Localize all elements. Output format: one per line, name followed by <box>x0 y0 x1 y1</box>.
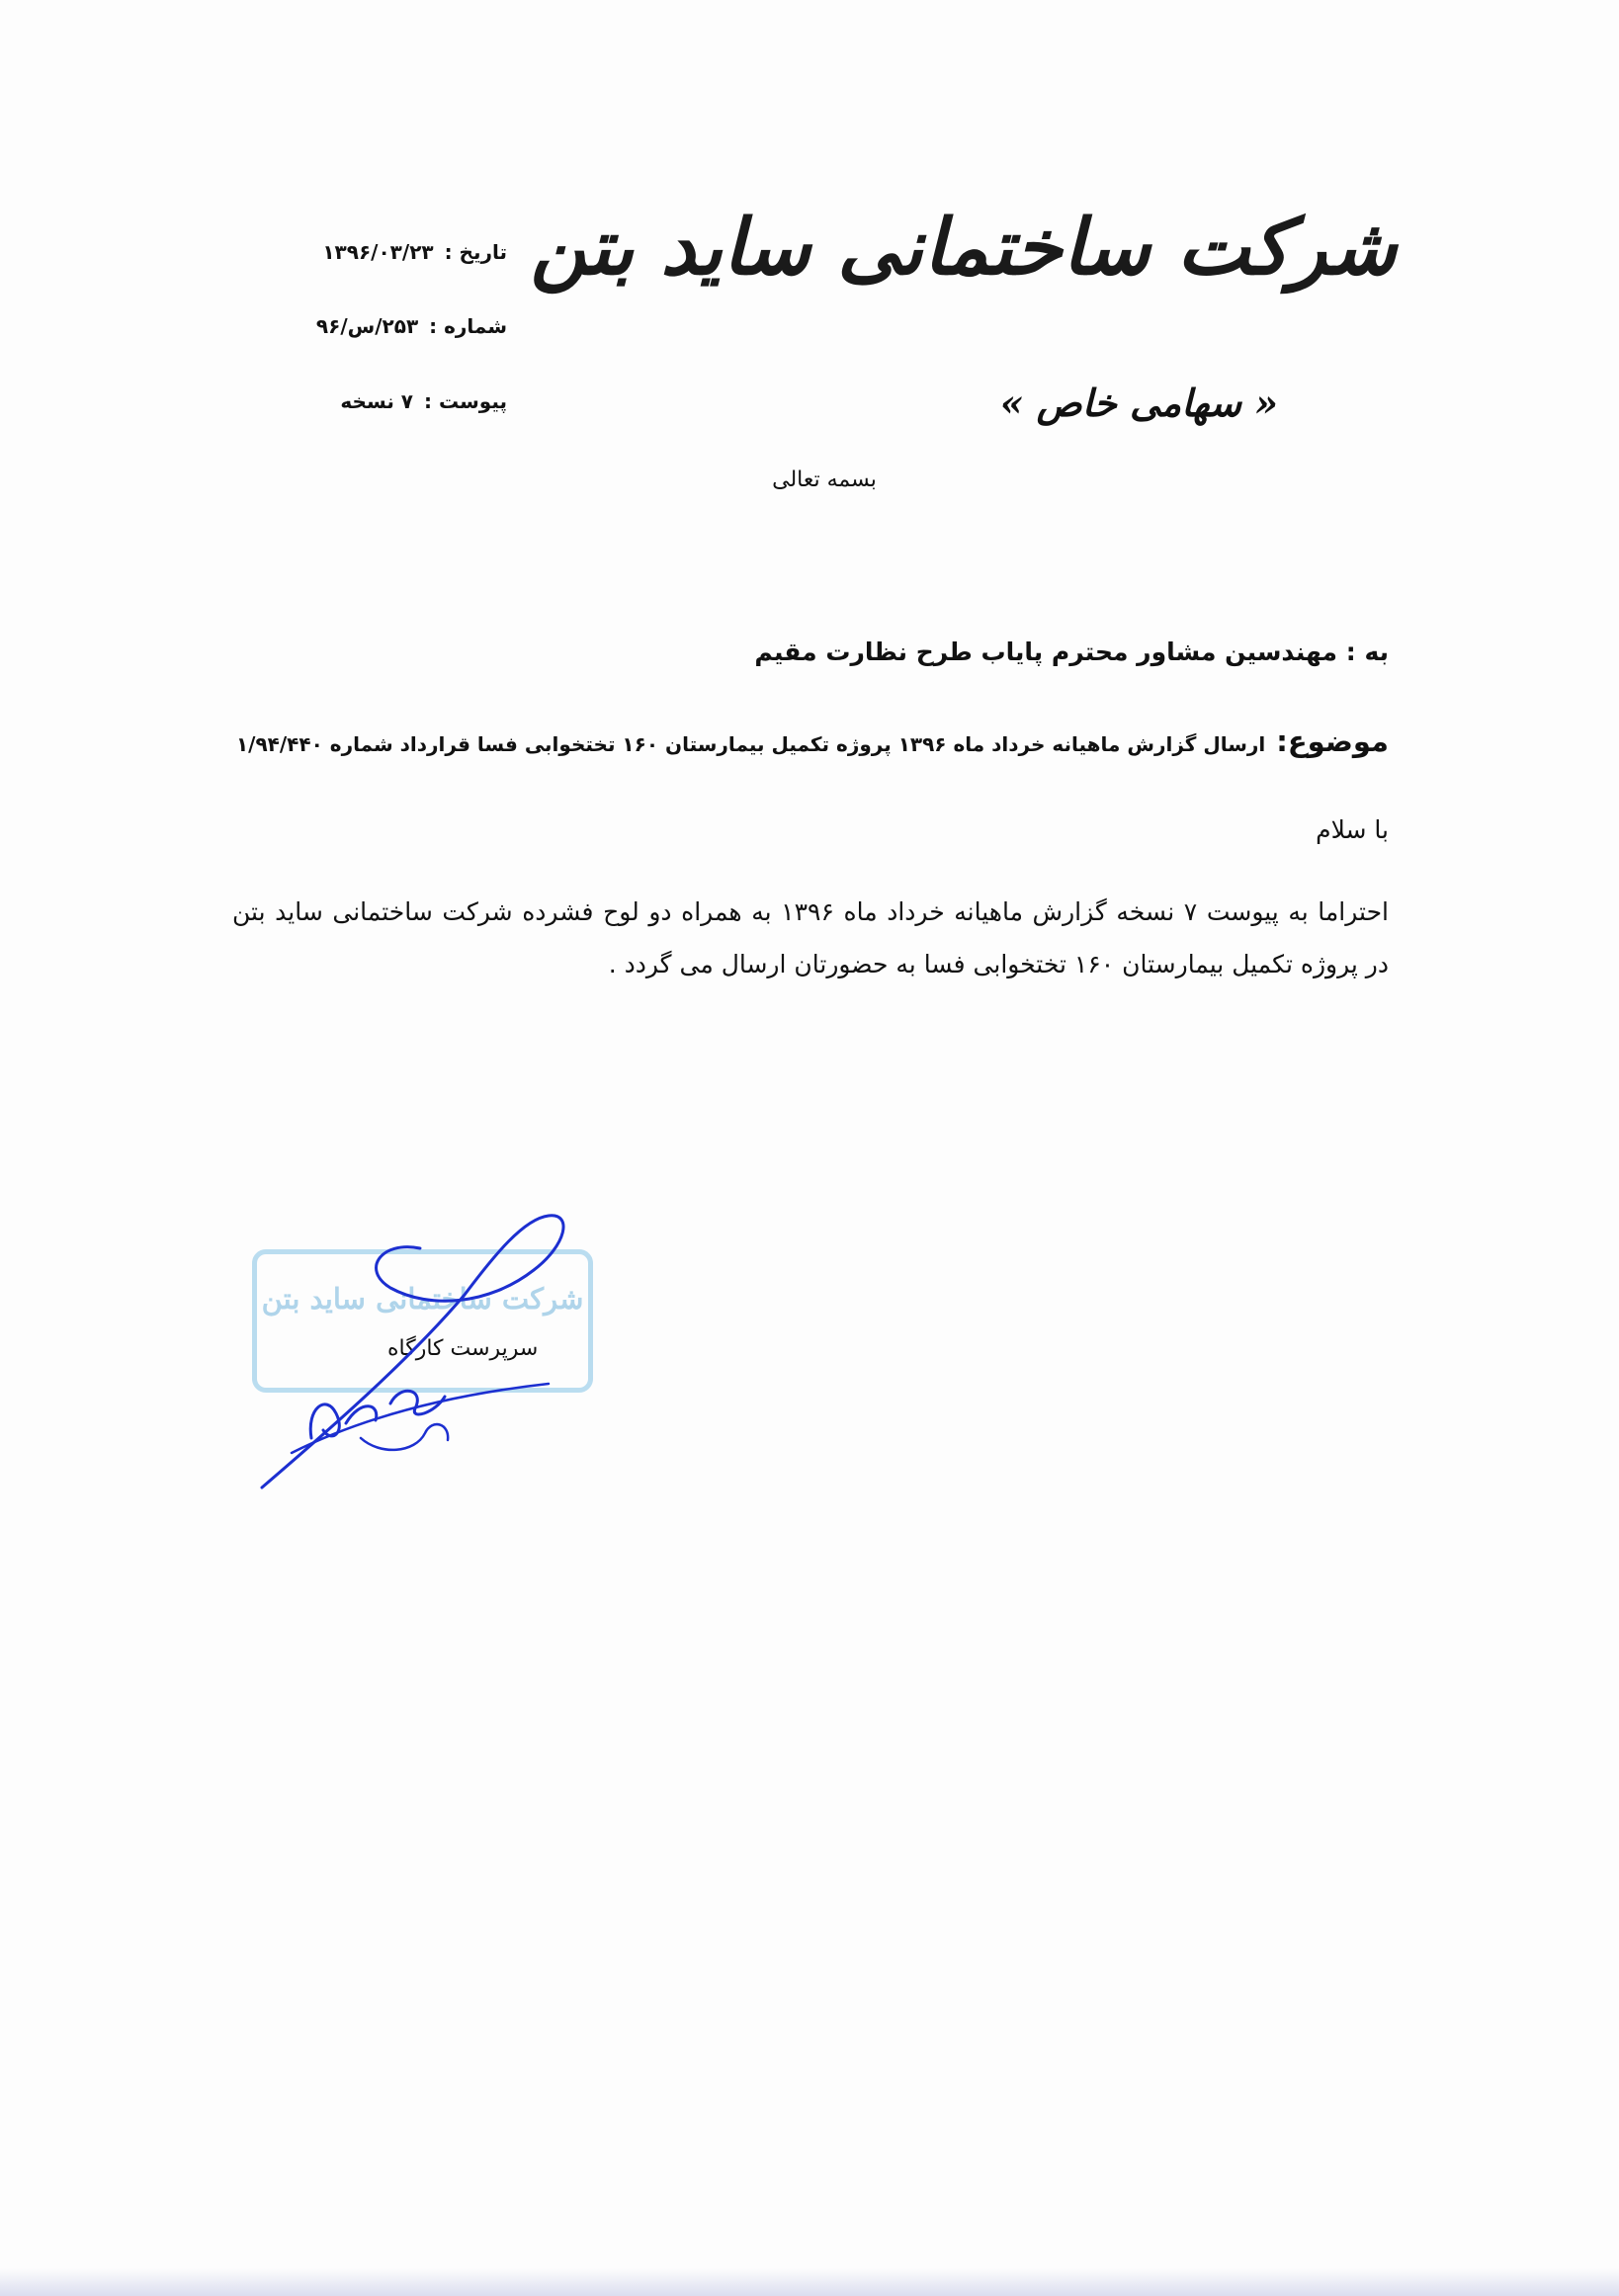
attachment-value: ۷ نسخه <box>340 389 414 413</box>
number-value: ۲۵۳/س/۹۶ <box>315 314 419 338</box>
scan-edge <box>0 2268 1619 2296</box>
letter-attachment <box>340 389 507 413</box>
greeting: با سلام <box>1316 815 1389 844</box>
body-paragraph: احتراما به پیوست ۷ نسخه گزارش ماهیانه خرداد ماه ۱۳۹۶ به همراه دو لوح فشرده شرکت ساختمانی ساید بتن در پروژه تکمیل بیمارستان ۱۶۰ تختخوابی فسا به حضورتان ارسال می گردد . <box>232 897 1389 978</box>
invocation: بسمه تعالی <box>772 468 877 492</box>
stamp-text: شرکت ساختمانی ساید بتن <box>261 1282 584 1316</box>
date-label: تاریخ : <box>444 240 507 264</box>
date-value: ۱۳۹۶/۰۳/۲۳ <box>322 240 434 264</box>
letter-number <box>316 314 507 338</box>
handwritten-signature <box>252 1201 608 1497</box>
subject-line <box>236 724 1389 758</box>
recipient-line: به : مهندسین مشاور محترم پایاب طرح نظارت مقیم <box>754 638 1389 666</box>
company-type: « سهامی خاص » <box>999 381 1278 425</box>
letter-date <box>322 240 507 264</box>
number-label: شماره : <box>429 314 507 338</box>
company-name: شرکت ساختمانی ساید بتن <box>530 203 1397 293</box>
attachment-label: پیوست : <box>423 389 507 413</box>
signatory-title: سرپرست کارگاه <box>387 1336 539 1361</box>
subject-label: موضوع: <box>1276 724 1389 758</box>
subject-text: ارسال گزارش ماهیانه خرداد ماه ۱۳۹۶ پروژه تکمیل بیمارستان ۱۶۰ تختخوابی فسا قرارداد شماره ۱/۹۴/۴۴۰ <box>235 732 1266 756</box>
